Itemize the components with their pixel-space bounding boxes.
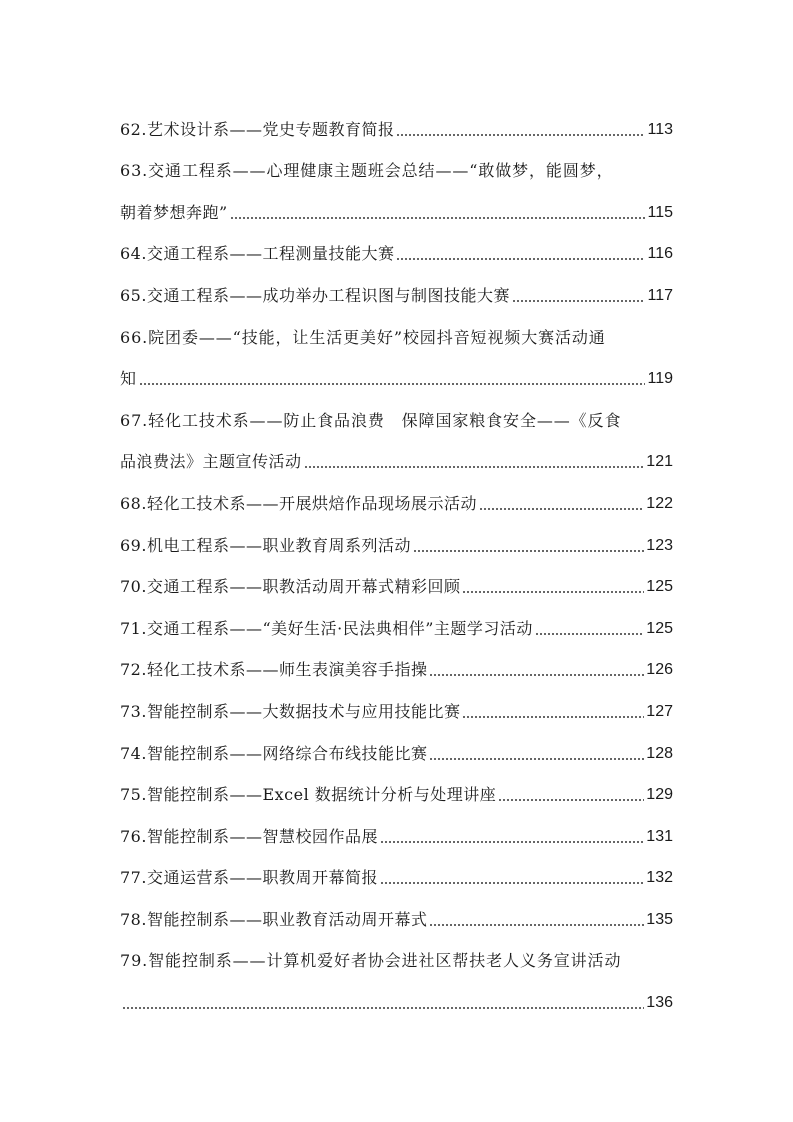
toc-entry-line	[120, 722, 673, 764]
toc-page-number: 128	[646, 744, 673, 762]
toc-entry-title: 66.院团委——“技能，让生活更美好”校园抖音短视频大赛活动通	[120, 327, 606, 347]
dot-leader	[304, 466, 645, 468]
dot-leader	[462, 591, 644, 593]
dot-leader	[139, 383, 646, 385]
dot-leader	[230, 217, 646, 219]
dot-leader	[429, 674, 644, 676]
toc-entry-line	[120, 389, 673, 431]
toc-entry-line	[120, 680, 673, 722]
toc-entry-title: 72.轻化工技术系——师生表演美容手指操	[120, 660, 428, 680]
toc-entry-line	[120, 764, 673, 806]
toc-entry-line	[120, 348, 673, 390]
toc-page-number: 129	[646, 786, 673, 804]
toc-entry-line	[120, 181, 673, 223]
toc-entry-line	[120, 597, 673, 639]
toc-entry-title: 品浪费法》主题宣传活动	[120, 452, 302, 472]
toc-page-number: 123	[646, 536, 673, 554]
toc-entry-line	[120, 805, 673, 847]
toc-entry-title: 63.交通工程系——心理健康主题班会总结——“敢做梦，能圆梦，	[120, 161, 614, 181]
dot-leader	[512, 300, 646, 302]
toc-entry-line	[120, 971, 673, 1013]
toc-page-number: 126	[646, 661, 673, 679]
dot-leader	[380, 882, 644, 884]
toc-page-number: 115	[647, 203, 673, 221]
toc-entry-title: 68.轻化工技术系——开展烘焙作品现场展示活动	[120, 493, 477, 513]
toc-page-number: 127	[646, 702, 673, 720]
toc-page-number: 122	[646, 494, 673, 512]
dot-leader	[429, 758, 644, 760]
dot-leader	[498, 799, 644, 801]
toc-page-number: 117	[647, 286, 673, 304]
toc-entry-line	[120, 930, 673, 972]
toc-entry-line	[120, 888, 673, 930]
toc-entry-line	[120, 306, 673, 348]
toc-page-number: 119	[647, 370, 673, 388]
toc-entry-title: 69.机电工程系——职业教育周系列活动	[120, 535, 411, 555]
dot-leader	[413, 550, 644, 552]
toc-entry-title: 74.智能控制系——网络综合布线技能比赛	[120, 743, 428, 763]
toc-entry-title: 70.交通工程系——职教活动周开幕式精彩回顾	[120, 577, 461, 597]
toc-entry-line	[120, 639, 673, 681]
toc-entry-title: 77.交通运营系——职教周开幕简报	[120, 868, 378, 888]
toc-page-number: 131	[646, 827, 673, 845]
toc-page-number: 116	[647, 245, 673, 263]
toc-entry-title: 71.交通工程系——“美好生活·民法典相伴”主题学习活动	[120, 618, 533, 638]
toc-entry-title: 76.智能控制系——智慧校园作品展	[120, 826, 378, 846]
toc-entry-title: 62.艺术设计系——党史专题教育简报	[120, 119, 395, 139]
toc-entry-line	[120, 98, 673, 140]
toc-entry-title: 64.交通工程系——工程测量技能大赛	[120, 244, 395, 264]
table-of-contents	[120, 98, 673, 1013]
dot-leader	[396, 258, 645, 260]
toc-entry-line	[120, 140, 673, 182]
toc-entry-line	[120, 847, 673, 889]
toc-entry-title: 75.智能控制系——Excel 数据统计分析与处理讲座	[120, 785, 497, 805]
dot-leader	[535, 633, 644, 635]
toc-page-number: 125	[646, 578, 673, 596]
toc-entry-line	[120, 514, 673, 556]
toc-page-number: 135	[646, 910, 673, 928]
dot-leader	[462, 716, 644, 718]
toc-entry-line	[120, 264, 673, 306]
toc-entry-title: 知	[120, 369, 137, 389]
toc-page-number: 113	[647, 120, 673, 138]
toc-page-number: 121	[646, 453, 673, 471]
dot-leader	[429, 924, 644, 926]
toc-page-number: 136	[646, 994, 673, 1012]
toc-page-number: 132	[646, 869, 673, 887]
toc-entry-line	[120, 223, 673, 265]
toc-entry-line	[120, 556, 673, 598]
toc-entry-line	[120, 431, 673, 473]
dot-leader	[380, 841, 644, 843]
toc-entry-title: 79.智能控制系——计算机爱好者协会进社区帮扶老人义务宣讲活动	[120, 951, 622, 971]
dot-leader	[479, 508, 644, 510]
toc-page-number: 125	[646, 619, 673, 637]
dot-leader	[396, 134, 645, 136]
toc-entry-title: 78.智能控制系——职业教育活动周开幕式	[120, 909, 428, 929]
toc-entry-line	[120, 472, 673, 514]
toc-entry-title: 65.交通工程系——成功举办工程识图与制图技能大赛	[120, 285, 510, 305]
dot-leader	[122, 1007, 644, 1009]
toc-entry-title: 73.智能控制系——大数据技术与应用技能比赛	[120, 701, 461, 721]
toc-entry-title: 67.轻化工技术系——防止食品浪费 保障国家粮食安全——《反食	[120, 410, 622, 430]
toc-entry-title: 朝着梦想奔跑”	[120, 202, 228, 222]
